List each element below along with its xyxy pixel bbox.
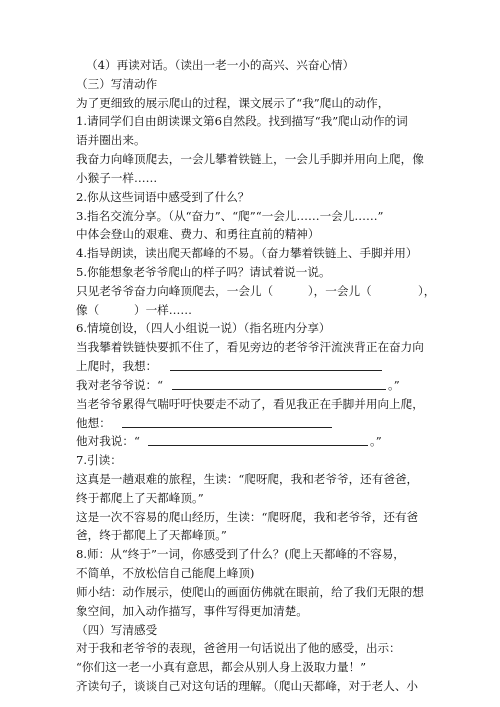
text-line: 齐读句子，谈谈自己对这句话的理解。（爬山天都峰，对于老人、小	[76, 679, 419, 693]
answer-blank[interactable]	[172, 389, 386, 390]
text-line: 他对我说：“	[76, 434, 140, 448]
text-line: 语并圈出来。	[76, 133, 146, 147]
answer-blank[interactable]	[122, 427, 332, 428]
text-line: 终于都爬上了天都峰顶。”	[76, 491, 204, 505]
answer-blank[interactable]	[170, 370, 382, 371]
text-line: 他想：	[76, 416, 111, 430]
text-line: 5.你能想象老爷爷爬山的样子吗？请试着说一说。	[76, 265, 331, 279]
text-line: 当我攀着铁链快要抓不住了，看见旁边的老爷爷汗流浃背正在奋力向	[76, 340, 424, 354]
text-line: 为了更细致的展示爬山的过程，课文展示了“我”爬山的动作，	[76, 96, 390, 110]
text-line: 6.情境创设，（四人小组说一说）（指名班内分享）	[76, 321, 331, 335]
blank-ending: 。”	[388, 378, 400, 392]
text-line: 7.引读：	[76, 453, 122, 467]
text-line: 象空间，加入动作描写，事件写得更加清楚。	[76, 604, 308, 618]
answer-blank[interactable]	[148, 445, 368, 446]
text-line: 1.请同学们自由朗读课文第6自然段。找到描写“我”爬山动作的词	[76, 114, 408, 128]
text-line: 对于我和老爷爷的表现，爸爸用一句话说出了他的感受，出示：	[76, 641, 401, 655]
text-line: 8.师：从“终于”一词，你感受到了什么？(爬上天都峰的不容易，	[76, 547, 405, 561]
text-line: 4.指导朗读，读出爬天都峰的不易。（奋力攀着铁链上、手脚并用）	[76, 246, 418, 260]
text-line: 2.你从这些词语中感受到了什么？	[76, 190, 250, 204]
text-line: 3.指名交流分享。（从“奋力”、“爬”“一会儿……一会儿……”	[76, 209, 384, 223]
section-heading: （四）写清感受	[76, 623, 158, 637]
text-line: （4）再读对话。（读出一老一小的高兴、兴奋心情）	[86, 58, 355, 72]
text-line: 不简单，不放松信自己能爬上峰顶)	[76, 566, 255, 580]
text-line: 师小结：动作展示，使爬山的画面仿佛就在眼前，给了我们无限的想	[76, 585, 424, 599]
section-heading: （三）写清动作	[76, 77, 158, 91]
text-line: 小猴子一样……	[76, 171, 158, 185]
text-line: 像（ ）一样……	[76, 303, 192, 317]
text-line: 我对老爷爷说：“	[76, 378, 164, 392]
text-line: 中体会登山的艰难、费力、和勇往直前的精神）	[76, 227, 320, 241]
quote-line: “你们这一老一小真有意思，都会从别人身上汲取力量！”	[76, 660, 367, 674]
text-line: 爸，终于都爬上了天都峰顶。”	[76, 528, 227, 542]
text-line: 当老爷爷累得气喘吁吁快要走不动了，看见我正在手脚并用向上爬，	[76, 397, 424, 411]
text-line: 上爬时，我想：	[76, 359, 158, 373]
text-line: 这真是一趟艰难的旅程，生读：“爬呀爬，我和老爷爷，还有爸爸，	[76, 472, 419, 486]
blank-ending: 。”	[370, 434, 382, 448]
text-line: 只见老爷爷奋力向峰顶爬去，一会儿（ ），一会儿（ ），	[76, 284, 436, 298]
text-line: 这是一次不容易的爬山经历，生读：“爬呀爬，我和老爷爷，还有爸	[76, 510, 419, 524]
text-line: 我奋力向峰顶爬去，一会儿攀着铁链上，一会儿手脚并用向上爬，像	[76, 152, 424, 166]
